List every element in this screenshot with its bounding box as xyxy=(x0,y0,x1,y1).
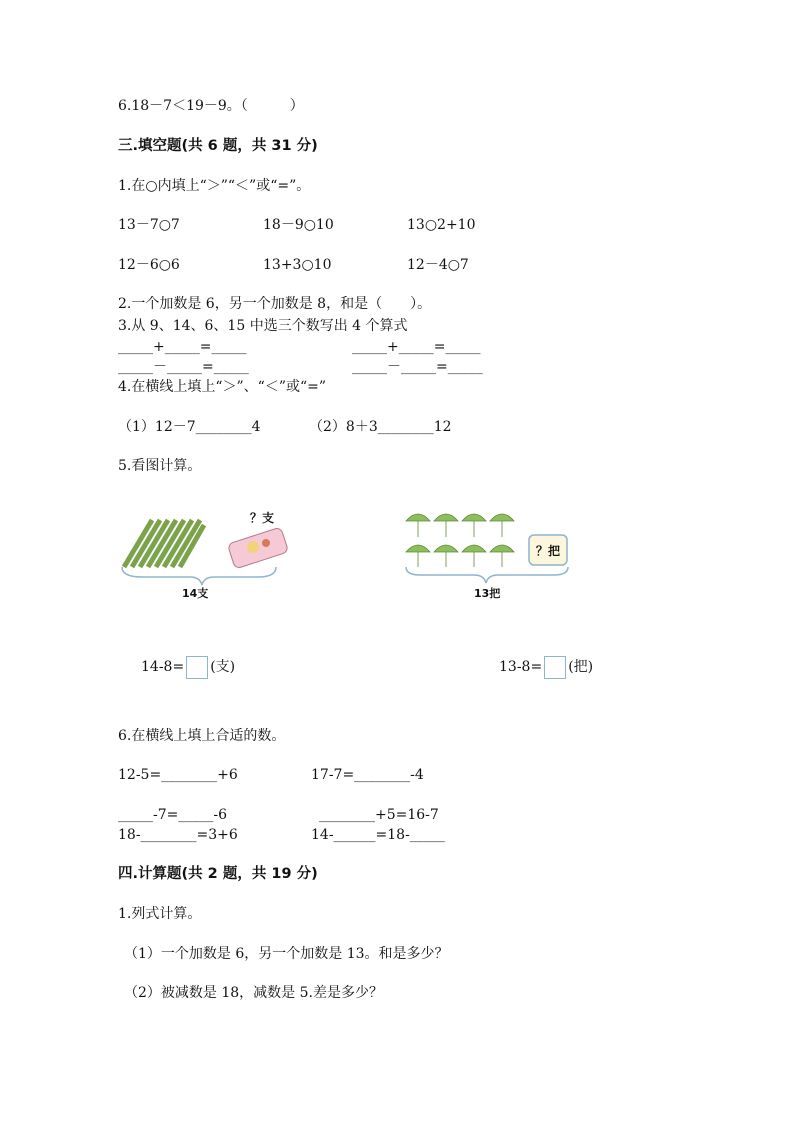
fill-q6-item: 14-______=18-_____ xyxy=(311,827,445,843)
fill-q5-prompt: 5.看图计算。 xyxy=(118,458,202,474)
left-equation xyxy=(141,655,235,679)
fill-q6-item: 17-7=________-4 xyxy=(311,767,424,783)
right-brace xyxy=(406,567,568,583)
fill-q3-line: _____+_____=_____ xyxy=(118,339,247,355)
section-4-title: 四.计算题(共 2 题，共 19 分) xyxy=(118,866,318,882)
left-equation-unit: (支) xyxy=(210,659,236,675)
question-6-text: 6.18－7＜19－9。（ ） xyxy=(118,98,304,114)
calc-q1-part1: （1）一个加数是 6，另一个加数是 13。和是多少？ xyxy=(124,946,449,962)
umbrella-row-top xyxy=(406,514,514,537)
fill-q6-item: 12-5=________+6 xyxy=(118,767,238,783)
fill-q2-prompt: 2.一个加数是 6，另一个加数是 8，和是（ ）。 xyxy=(118,296,432,312)
fill-q1-item: 13○2+10 xyxy=(407,217,476,233)
left-brace xyxy=(122,567,276,585)
left-equation-text: 14-8= xyxy=(141,659,185,675)
right-total-label: 13把 xyxy=(474,587,501,600)
pencil-bundle-icon xyxy=(124,520,204,567)
fill-q3-prompt: 3.从 9、14、6、15 中选三个数写出 4 个算式 xyxy=(118,318,408,334)
right-equation-text: 13-8= xyxy=(499,659,543,675)
fill-q1-item: 13－7○7 xyxy=(118,217,180,233)
calc-q1-part2: （2）被减数是 18，减数是 5.差是多少？ xyxy=(124,985,383,1001)
left-question-label: ？支 xyxy=(250,511,275,525)
calc-q1-prompt: 1.列式计算。 xyxy=(118,906,202,922)
fill-q4-item: （1）12－7________4 xyxy=(118,419,261,435)
fill-q3-line: _____+_____=_____ xyxy=(352,339,481,355)
fill-q1-item: 18－9○10 xyxy=(263,217,334,233)
pencil-case-icon xyxy=(227,527,288,569)
fill-q3-line: _____－_____=_____ xyxy=(352,359,483,375)
fill-q1-item: 13+3○10 xyxy=(263,257,332,273)
pencil-picture xyxy=(118,505,308,605)
fill-q4-prompt: 4.在横线上填上“＞”、“＜”或“=” xyxy=(118,379,327,395)
fill-q1-prompt: 1.在○内填上“＞”“＜”或“=”。 xyxy=(118,178,311,194)
left-total-label: 14支 xyxy=(182,587,209,600)
right-question-label: ？把 xyxy=(536,544,561,558)
umbrella-row-bottom xyxy=(406,545,514,567)
left-answer-box[interactable] xyxy=(186,656,208,679)
fill-q6-prompt: 6.在横线上填上合适的数。 xyxy=(118,728,286,744)
fill-q6-item: ________+5=16-7 xyxy=(319,807,439,823)
fill-q1-item: 12－6○6 xyxy=(118,257,180,273)
fill-q4-item: （2）8＋3________12 xyxy=(309,419,452,435)
right-answer-box[interactable] xyxy=(544,656,566,679)
right-equation xyxy=(499,655,593,679)
fill-q6-item: _____-7=_____-6 xyxy=(118,807,228,823)
right-equation-unit: (把) xyxy=(568,659,594,675)
fill-q6-item: 18-________=3+6 xyxy=(118,827,238,843)
fill-q3-line: _____－_____=_____ xyxy=(118,359,249,375)
umbrella-picture xyxy=(402,505,577,605)
fill-q1-item: 12－4○7 xyxy=(407,257,469,273)
section-3-title: 三.填空题(共 6 题，共 31 分) xyxy=(118,138,318,154)
